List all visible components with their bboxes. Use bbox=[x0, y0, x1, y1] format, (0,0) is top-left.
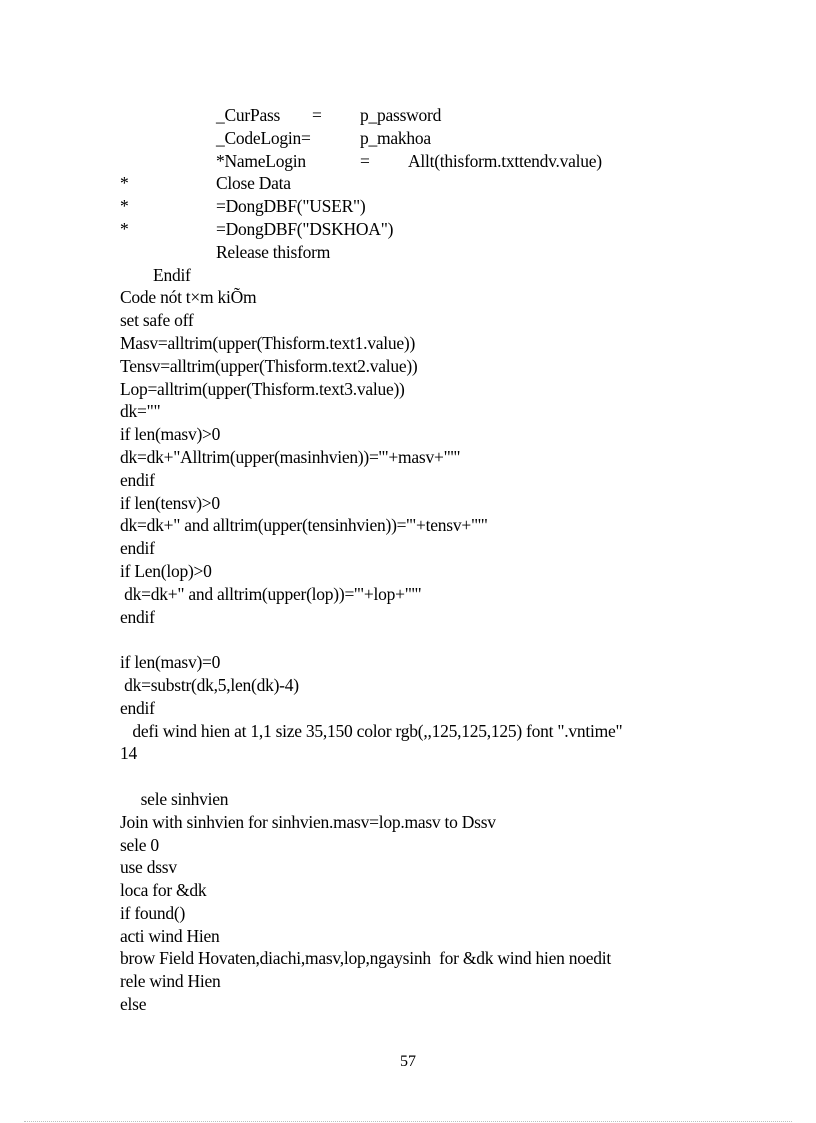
code-segment: Lop=alltrim(upper(Thisform.text3.value)) bbox=[120, 378, 405, 399]
code-segment: * bbox=[120, 218, 129, 239]
code-line bbox=[0, 446, 816, 469]
code-segment: *NameLogin bbox=[216, 150, 306, 171]
code-line bbox=[0, 309, 816, 332]
page-bottom-border bbox=[24, 1121, 792, 1122]
code-segment: dk=substr(dk,5,len(dk)-4) bbox=[120, 674, 299, 695]
code-line bbox=[0, 993, 816, 1016]
code-segment: dk="" bbox=[120, 401, 161, 422]
code-segment: Tensv=alltrim(upper(Thisform.text2.value)) bbox=[120, 355, 418, 376]
code-segment: acti wind Hien bbox=[120, 925, 220, 946]
code-line bbox=[0, 127, 816, 150]
code-segment: * bbox=[120, 173, 129, 194]
code-segment: if len(masv)=0 bbox=[120, 652, 221, 673]
code-line bbox=[0, 902, 816, 925]
code-line bbox=[0, 606, 816, 629]
code-segment: =DongDBF("USER") bbox=[216, 196, 366, 217]
code-segment: sele sinhvien bbox=[120, 788, 229, 809]
code-segment: if found() bbox=[120, 902, 186, 923]
code-segment: dk=dk+" and alltrim(upper(lop))='"+lop+"'" bbox=[120, 583, 422, 604]
code-line bbox=[0, 947, 816, 970]
code-segment: p_makhoa bbox=[360, 127, 431, 148]
code-line bbox=[0, 537, 816, 560]
code-line bbox=[0, 720, 816, 743]
code-line bbox=[0, 879, 816, 902]
code-segment: Release thisform bbox=[216, 241, 331, 262]
code-line bbox=[0, 150, 816, 173]
code-line bbox=[0, 332, 816, 355]
code-segment: Join with sinhvien for sinhvien.masv=lop.masv to Dssv bbox=[120, 811, 496, 832]
code-line bbox=[0, 742, 816, 765]
code-line bbox=[0, 469, 816, 492]
code-line bbox=[0, 560, 816, 583]
code-segment: set safe off bbox=[120, 310, 194, 331]
code-line bbox=[0, 264, 816, 287]
code-line bbox=[0, 286, 816, 309]
code-line bbox=[0, 355, 816, 378]
code-line bbox=[0, 241, 816, 264]
code-line bbox=[0, 514, 816, 537]
code-line bbox=[0, 104, 816, 127]
code-line bbox=[0, 811, 816, 834]
code-line bbox=[0, 788, 816, 811]
code-line bbox=[0, 856, 816, 879]
code-segment: =DongDBF("DSKHOA") bbox=[216, 218, 394, 239]
code-listing bbox=[0, 104, 816, 1016]
code-segment: _CodeLogin= bbox=[216, 127, 311, 148]
code-line bbox=[0, 925, 816, 948]
code-segment: endif bbox=[120, 697, 155, 718]
code-segment: 14 bbox=[120, 743, 137, 764]
code-segment: endif bbox=[120, 606, 155, 627]
code-segment: if len(tensv)>0 bbox=[120, 492, 220, 513]
code-segment: use dssv bbox=[120, 857, 177, 878]
code-line bbox=[0, 218, 816, 241]
code-line bbox=[0, 765, 816, 788]
code-segment: if Len(lop)>0 bbox=[120, 560, 212, 581]
code-line bbox=[0, 172, 816, 195]
code-line bbox=[0, 583, 816, 606]
code-segment: rele wind Hien bbox=[120, 971, 221, 992]
code-segment: dk=dk+" and alltrim(upper(tensinhvien))='"+tensv+"'" bbox=[120, 515, 488, 536]
code-segment: Code nót t×m kiÕm bbox=[120, 287, 257, 308]
code-segment: sele 0 bbox=[120, 834, 159, 855]
code-segment: = bbox=[360, 150, 370, 171]
code-line bbox=[0, 651, 816, 674]
code-segment: * bbox=[120, 196, 129, 217]
code-segment: endif bbox=[120, 469, 155, 490]
code-line bbox=[0, 400, 816, 423]
code-line bbox=[0, 697, 816, 720]
code-line bbox=[0, 834, 816, 857]
code-segment: endif bbox=[120, 538, 155, 559]
code-line bbox=[0, 195, 816, 218]
code-segment: if len(masv)>0 bbox=[120, 424, 221, 445]
code-segment: = bbox=[312, 105, 322, 125]
code-segment: dk=dk+"Alltrim(upper(masinhvien))='"+masv+"'" bbox=[120, 446, 461, 467]
code-segment: p_password bbox=[360, 105, 442, 125]
code-line bbox=[0, 378, 816, 401]
code-segment: else bbox=[120, 994, 147, 1015]
code-segment: Endif bbox=[120, 264, 191, 285]
code-segment: brow Field Hovaten,diachi,masv,lop,ngaysinh for &dk wind hien noedit bbox=[120, 948, 611, 969]
code-line bbox=[0, 970, 816, 993]
code-segment: Allt(thisform.txttendv.value) bbox=[408, 150, 602, 171]
code-segment: loca for &dk bbox=[120, 880, 207, 901]
code-segment: defi wind hien at 1,1 size 35,150 color rgb(,,125,125,125) font ".vntime" bbox=[120, 720, 623, 741]
code-segment: Close Data bbox=[216, 173, 291, 194]
code-line bbox=[0, 628, 816, 651]
code-line bbox=[0, 674, 816, 697]
code-segment: Masv=alltrim(upper(Thisform.text1.value)) bbox=[120, 332, 416, 353]
code-line bbox=[0, 492, 816, 515]
code-segment: _CurPass bbox=[216, 105, 281, 125]
code-line bbox=[0, 423, 816, 446]
page-number: 57 bbox=[400, 1053, 416, 1070]
